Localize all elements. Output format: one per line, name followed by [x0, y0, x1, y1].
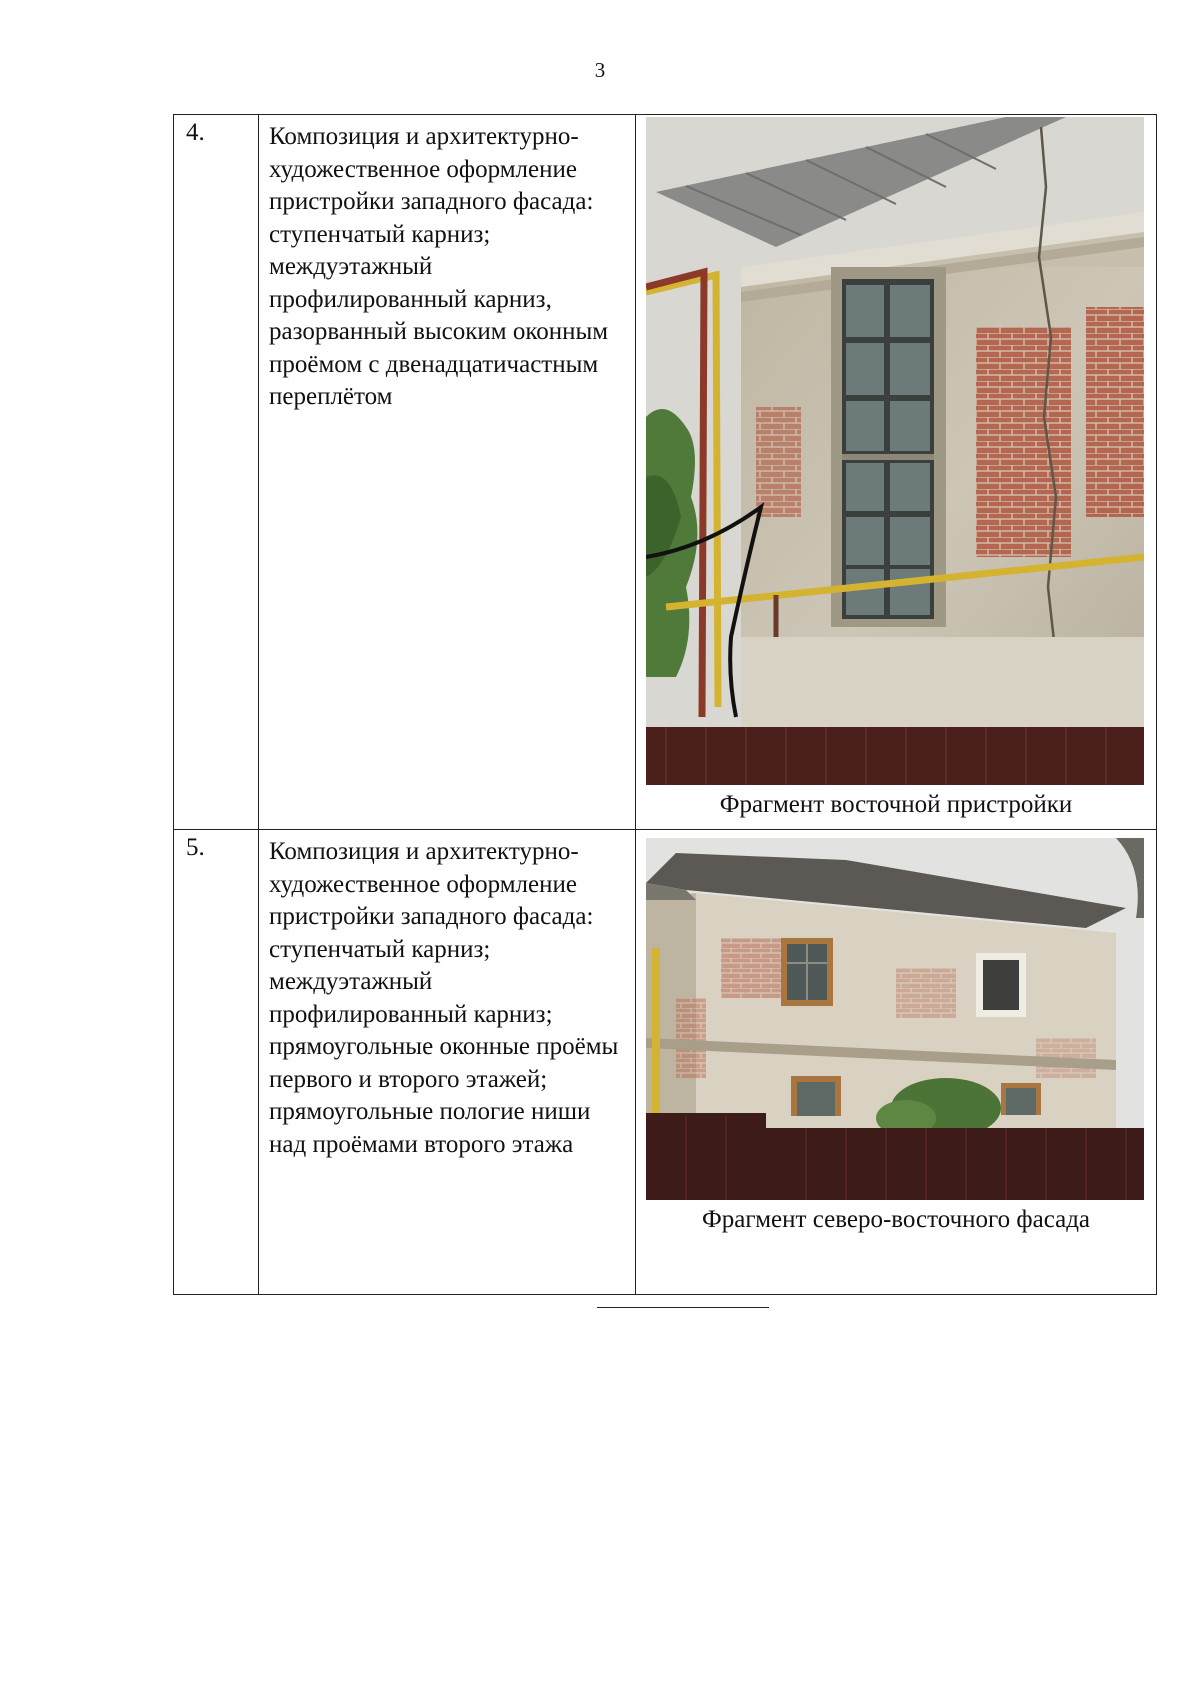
photo-caption: Фрагмент восточной пристройки: [719, 791, 1073, 818]
page-number: 3: [594, 58, 606, 82]
table-row: [174, 830, 1157, 1295]
photo-east-annex: [646, 117, 1156, 785]
photo-northeast-facade: [646, 838, 1156, 1200]
photo-caption: Фрагмент северо-восточного фасада: [701, 1206, 1091, 1233]
table-row: [174, 115, 1157, 830]
row-description: Композиция и архитектурно-художественное оформление пристройки западного фасада: ступенчатый карниз; междуэтажный профилированный карниз, разорванный высоким оконным проёмом с двенадцатичастным переплётом: [259, 115, 636, 830]
footer-divider-line: [597, 1307, 769, 1308]
photo-cell: [636, 830, 1157, 1295]
row-description: Композиция и архитектурно-художественное оформление пристройки западного фасада: ступенчатый карниз; междуэтажный профилированный карниз; прямоугольные оконные проёмы первого и второго этажей; прямоугольные пологие ниши над проёмами второго этажа: [259, 830, 636, 1295]
photo-cell: [636, 115, 1157, 830]
facade-photo-illustration: [646, 838, 1144, 1200]
facade-photo-illustration: [646, 117, 1144, 785]
row-number: 5.: [174, 830, 259, 1295]
row-number: 4.: [174, 115, 259, 830]
object-features-table: [173, 114, 1157, 1295]
